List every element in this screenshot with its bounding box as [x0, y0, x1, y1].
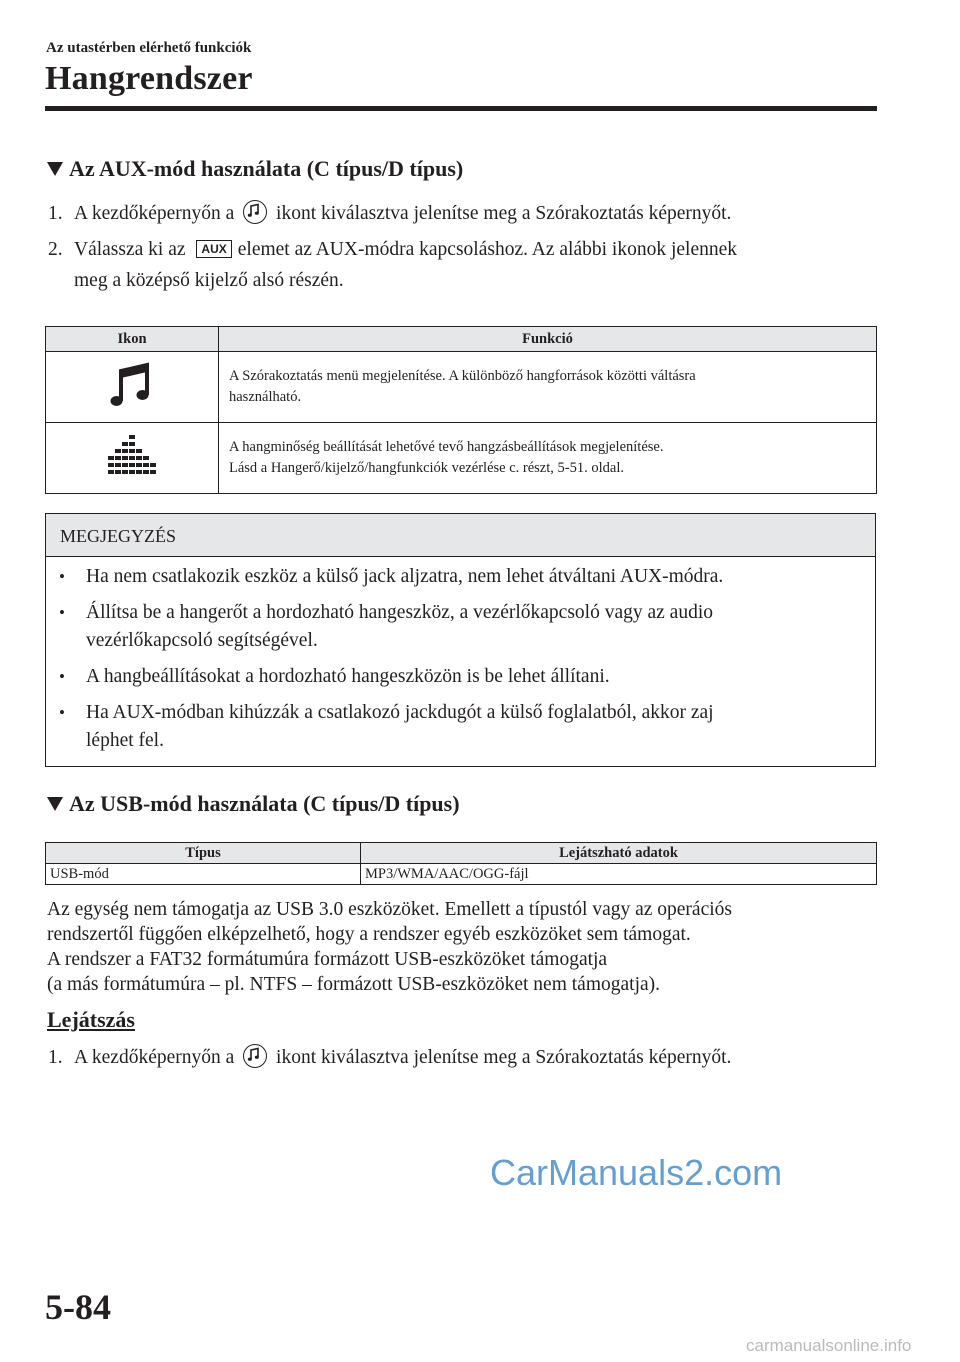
column-header-type: Típus [46, 843, 361, 864]
function-text: használható. [229, 389, 302, 405]
note-list [46, 557, 875, 755]
step-text-continued: meg a középső kijelző alsó részén. [74, 270, 344, 291]
list-item [59, 599, 875, 655]
paragraph-line: (a más formátumúra – pl. NTFS – formázott USB-eszközöket nem támogatja). [47, 974, 661, 995]
usb-section-heading [47, 791, 460, 817]
table-row [46, 864, 877, 885]
aux-heading-text: Az AUX-mód használata (C típus/D típus) [69, 156, 464, 181]
column-header-icon: Ikon [46, 327, 219, 352]
equalizer-icon [102, 433, 162, 479]
column-header-function: Funkció [219, 327, 877, 352]
page-number: 5-84 [45, 1287, 111, 1327]
footer-watermark: carmanualsonline.info [746, 1336, 912, 1355]
icon-cell [46, 423, 219, 494]
function-text: A Szórakoztatás menü megjelenítése. A különböző hangforrások közötti váltásra [229, 368, 696, 384]
usb-heading-text: Az USB-mód használata (C típus/D típus) [69, 791, 460, 816]
icon-function-table [45, 326, 877, 494]
music-note-icon [243, 1044, 267, 1068]
function-cell [219, 423, 877, 494]
page-title: Hangrendszer [45, 60, 253, 97]
usb-paragraph [47, 897, 877, 997]
aux-icon: AUX [196, 240, 231, 258]
aux-step-1 [48, 198, 878, 229]
step-text: elemet az AUX-módra kapcsoláshoz. Az alábbi ikonok jelennek [237, 239, 737, 260]
watermark: CarManuals2.com [490, 1152, 783, 1193]
step-text: A kezdőképernyőn a [74, 1047, 235, 1068]
table-row [46, 352, 877, 423]
function-text: Lásd a Hangerő/kijelző/hangfunkciók vezérlése c. részt, 5-51. oldal. [229, 460, 624, 476]
title-rule [45, 106, 877, 111]
triangle-bullet-icon [47, 797, 63, 811]
aux-step-2 [48, 234, 878, 296]
paragraph-line: Az egység nem támogatja az USB 3.0 eszközöket. Emellett a típustól vagy az operációs [47, 899, 732, 920]
step-text: A kezdőképernyőn a [74, 203, 235, 224]
list-item [59, 563, 875, 591]
note-text: A hangbeállításokat a hordozható hangeszközön is be lehet állítani. [86, 666, 610, 687]
note-text: léphet fel. [86, 730, 164, 751]
note-text: Állítsa be a hangerőt a hordozható hangeszköz, a vezérlőkapcsoló vagy az audio [86, 602, 713, 623]
step-number: 1. [48, 1047, 63, 1068]
paragraph-line: A rendszer a FAT32 formátumúra formázott USB-eszközöket támogatja [47, 949, 608, 970]
note-text: Ha AUX-módban kihúzzák a csatlakozó jackdugót a külső foglalatból, akkor zaj [86, 702, 714, 723]
step-number: 1. [48, 203, 63, 224]
function-cell [219, 352, 877, 423]
paragraph-line: rendszertől függően elképzelhető, hogy a rendszer egyéb eszközöket sem támogat. [47, 924, 691, 945]
step-text: ikont kiválasztva jelenítse meg a Szórakoztatás képernyőt. [276, 1047, 732, 1068]
note-box [45, 513, 876, 767]
note-text: Ha nem csatlakozik eszköz a külső jack aljzatra, nem lehet átváltani AUX-módra. [86, 566, 724, 587]
column-header-data: Lejátszható adatok [361, 843, 877, 864]
music-note-icon [243, 200, 267, 224]
triangle-bullet-icon [47, 162, 63, 176]
step-text: Válassza ki az [74, 239, 186, 260]
data-cell: MP3/WMA/AAC/OGG-fájl [361, 864, 877, 885]
function-text: A hangminőség beállítását lehetővé tevő hangzásbeállítások megjelenítése. [229, 439, 664, 455]
icon-cell [46, 352, 219, 423]
music-note-icon [107, 361, 157, 409]
list-item [59, 699, 875, 755]
usb-format-table [45, 842, 877, 885]
table-row [46, 423, 877, 494]
playback-subheading: Lejátszás [47, 1007, 135, 1032]
note-title: MEGJEGYZÉS [46, 514, 875, 557]
usb-step-1 [48, 1042, 878, 1073]
step-number: 2. [48, 239, 63, 260]
step-text: ikont kiválasztva jelenítse meg a Szórakoztatás képernyőt. [276, 203, 732, 224]
list-item [59, 663, 875, 691]
note-text: vezérlőkapcsoló segítségével. [86, 630, 318, 651]
type-cell: USB-mód [46, 864, 361, 885]
aux-section-heading [47, 156, 463, 182]
breadcrumb: Az utastérben elérhető funkciók [46, 40, 252, 56]
